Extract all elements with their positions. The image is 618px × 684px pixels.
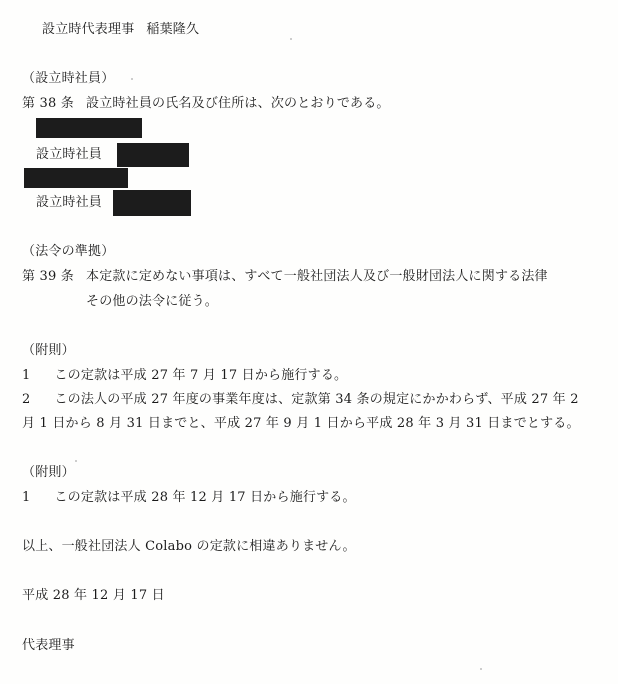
redacted-block [113,190,191,216]
art38-number: 第 38 条 [22,96,75,111]
art38-heading: （設立時社員） [22,71,115,86]
redacted-block [24,168,128,188]
member1-label: 設立時社員 [36,147,103,162]
art38-line [22,95,390,113]
supp1-item2-text-line2: 月 1 日から 8 月 31 日までと、平成 27 年 9 月 1 日から平成 28 年 3 月 31 日までとする。 [22,416,580,431]
supp1-item2-line1 [22,391,579,409]
supp2-item1-num: 1 [22,490,31,505]
supp1-item2-num: 2 [22,392,31,407]
founder-rep-name: 稲葉隆久 [146,22,200,37]
supp1-item1 [22,367,347,385]
art39-number: 第 39 条 [22,269,75,284]
art38-text: 設立時社員の氏名及び住所は、次のとおりである。 [86,96,390,111]
scan-speck [480,668,482,670]
scan-speck [131,78,133,80]
art39-text-line2: その他の法令に従う。 [86,294,219,309]
certification-text: 以上、一般社団法人 Colabo の定款に相違ありません。 [22,539,356,554]
supp2-heading: （附則） [22,465,75,480]
supp2-item1-text: この定款は平成 28 年 12 月 17 日から施行する。 [54,490,356,505]
supp1-heading: （附則） [22,343,75,358]
art39-text-line1: 本定款に定めない事項は、すべて一般社団法人及び一般財団法人に関する法律 [86,269,548,284]
founder-rep-title: 設立時代表理事 [42,22,135,37]
redacted-block [36,118,142,138]
supp2-item1 [22,489,356,507]
supp1-item1-num: 1 [22,368,31,383]
signatory-title: 代表理事 [22,638,75,653]
supp1-item1-text: この定款は平成 27 年 7 月 17 日から施行する。 [54,368,348,383]
founder-rep-line [42,21,199,39]
redacted-block [117,143,189,167]
scan-speck [290,38,292,40]
document-date: 平成 28 年 12 月 17 日 [22,588,165,603]
supp1-item2-text-line1: この法人の平成 27 年度の事業年度は、定款第 34 条の規定にかかわらず、平成 27 年 2 [54,392,579,407]
art39-heading: （法令の準拠） [22,244,115,259]
art39-line1 [22,268,548,286]
scan-speck [75,460,77,462]
member2-label: 設立時社員 [36,195,103,210]
